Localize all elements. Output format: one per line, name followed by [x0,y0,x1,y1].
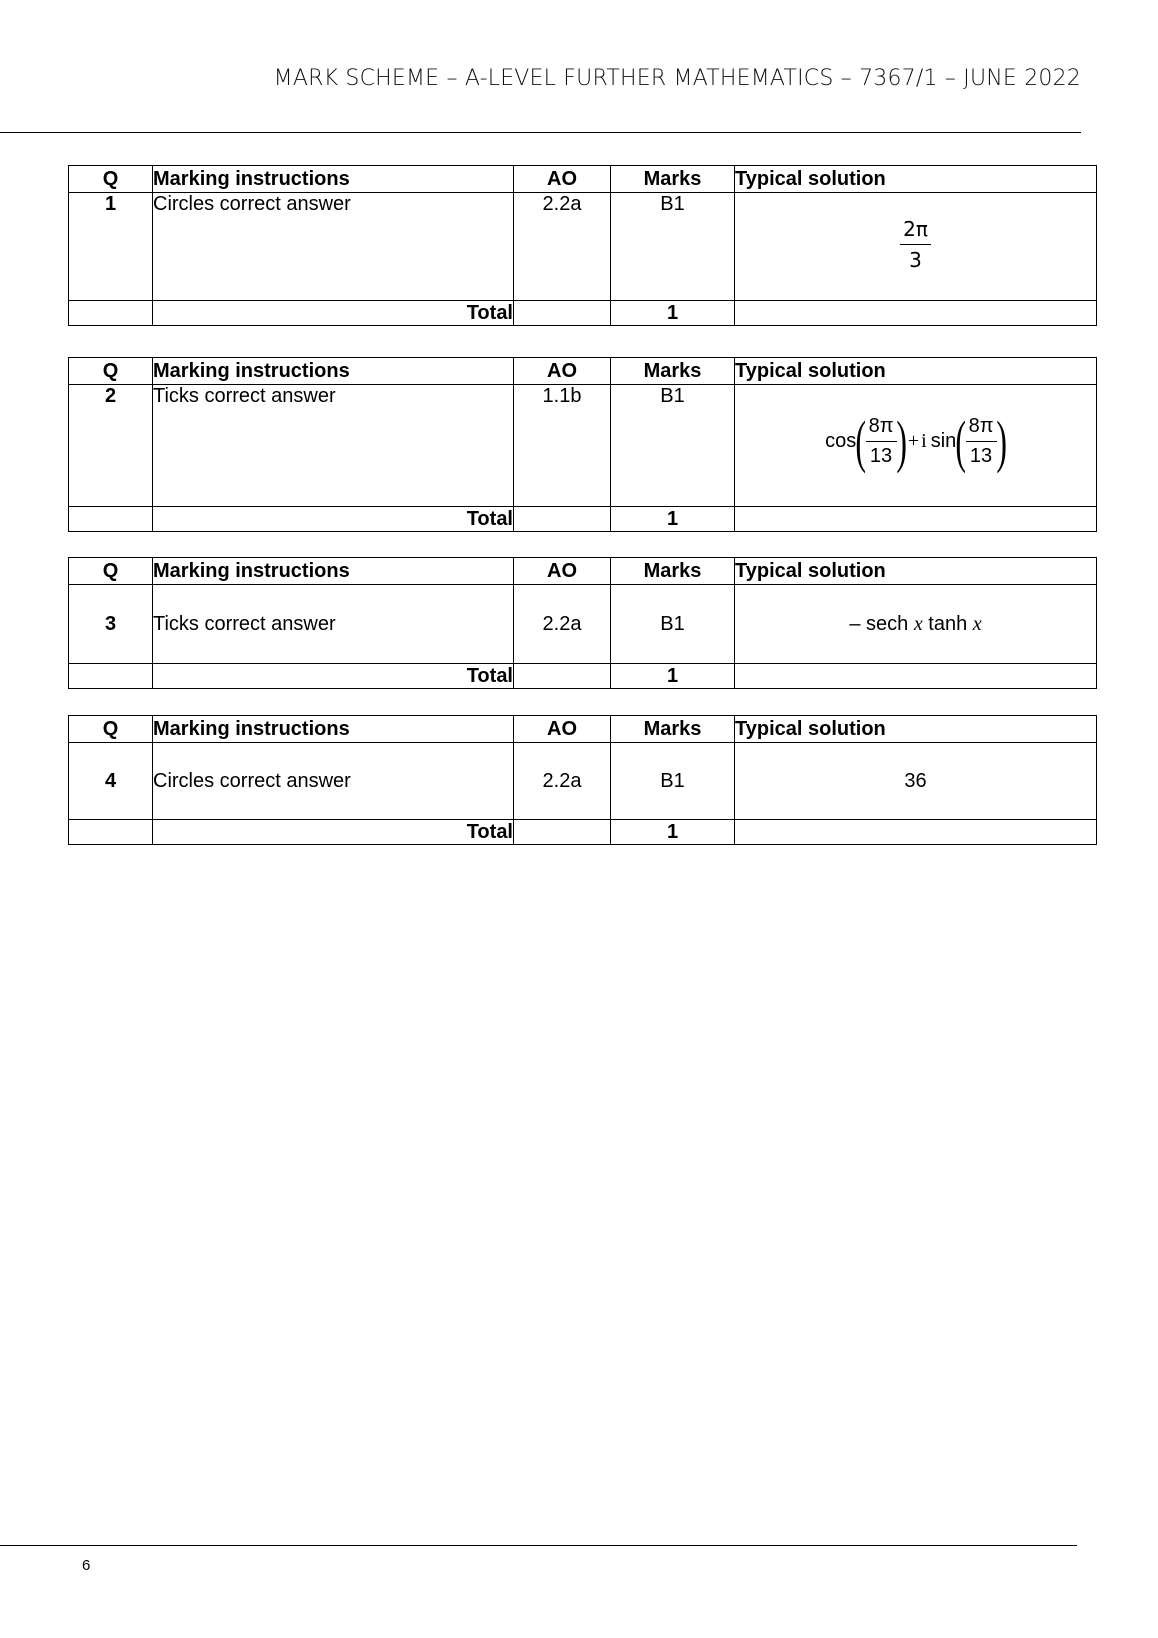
column-header-solution: Typical solution [735,358,1097,385]
column-header-q: Q [69,558,153,585]
typical-solution [735,193,1097,301]
cos-function: cos [825,430,857,452]
question-row [69,193,1097,301]
typical-solution [735,385,1097,507]
assessment-objective: 2.2a [514,585,611,664]
column-header-marks: Marks [611,558,735,585]
typical-solution: 36 [735,743,1097,820]
mark-code: B1 [611,385,735,507]
sin-function: sin [930,430,957,452]
column-header-ao: AO [514,558,611,585]
total-label: Total [153,664,514,689]
question-2-table [68,357,1097,532]
assessment-objective: 1.1b [514,385,611,507]
total-marks: 1 [611,664,735,689]
question-row [69,743,1097,820]
page-number: 6 [82,1557,91,1574]
cos-fraction [866,415,897,468]
assessment-objective: 2.2a [514,193,611,301]
total-row [69,507,1097,532]
marking-instruction: Ticks correct answer [153,585,514,664]
column-header-marking: Marking instructions [153,716,514,743]
tanh-term: tanh [928,612,968,635]
plus-sign: + [907,430,920,452]
total-row [69,820,1097,845]
total-label: Total [153,301,514,326]
total-label: Total [153,507,514,532]
total-marks: 1 [611,820,735,845]
column-header-q: Q [69,716,153,743]
column-header-ao: AO [514,166,611,193]
total-row [69,664,1097,689]
question-1-table [68,165,1097,326]
variable-x: x [913,612,923,635]
header-row [69,558,1097,585]
marking-instruction: Circles correct answer [153,193,514,301]
column-header-marks: Marks [611,358,735,385]
question-number: 1 [69,193,153,301]
column-header-q: Q [69,166,153,193]
page-header-title: MARK SCHEME – A-LEVEL FURTHER MATHEMATICS – 7367/1 – JUNE 2022 [273,66,1081,91]
question-3-table [68,557,1097,689]
mark-code: B1 [611,585,735,664]
total-label: Total [153,820,514,845]
marking-instruction: Ticks correct answer [153,385,514,507]
header-divider [0,132,1081,133]
column-header-solution: Typical solution [735,558,1097,585]
fraction-numerator: 8π [866,415,897,442]
column-header-q: Q [69,358,153,385]
column-header-marks: Marks [611,716,735,743]
header-row [69,166,1097,193]
question-number: 4 [69,743,153,820]
column-header-marking: Marking instructions [153,166,514,193]
column-header-solution: Typical solution [735,166,1097,193]
mark-code: B1 [611,193,735,301]
fraction-denominator: 3 [909,248,922,272]
column-header-marking: Marking instructions [153,358,514,385]
header-row [69,358,1097,385]
column-header-solution: Typical solution [735,716,1097,743]
marking-instruction: Circles correct answer [153,743,514,820]
mark-code: B1 [611,743,735,820]
column-header-marks: Marks [611,166,735,193]
fraction-numerator: 8π [966,415,997,442]
question-row [69,585,1097,664]
sech-term: – sech [849,612,909,635]
column-header-ao: AO [514,358,611,385]
fraction-numerator: 2π [900,217,931,245]
question-4-table [68,715,1097,845]
variable-x: x [972,612,982,635]
header-row [69,716,1097,743]
assessment-objective: 2.2a [514,743,611,820]
column-header-marking: Marking instructions [153,558,514,585]
total-marks: 1 [611,507,735,532]
solution-fraction [900,217,931,272]
sin-argument: ( $\frac{8\pi}{13}$ ) [955,408,1007,474]
question-row [69,385,1097,507]
fraction-denominator: 13 [969,445,993,467]
footer-divider [0,1545,1077,1546]
cos-argument: ( $\frac{8\pi}{13}$ ) [855,408,907,474]
fraction-denominator: 13 [869,445,893,467]
question-number: 3 [69,585,153,664]
solution-expression [825,408,1007,474]
typical-solution [735,585,1097,664]
total-marks: 1 [611,301,735,326]
question-number: 2 [69,385,153,507]
imaginary-unit: i [921,430,927,452]
sin-fraction [966,415,997,468]
total-row [69,301,1097,326]
column-header-ao: AO [514,716,611,743]
